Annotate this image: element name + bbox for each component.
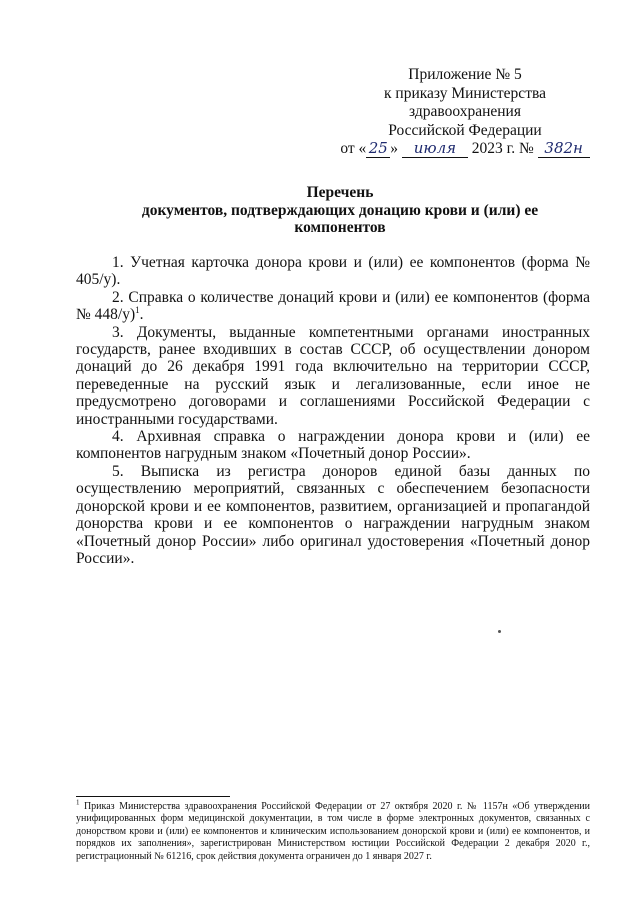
list-item-3: 3. Документы, выданные компетентными органами иностранных государств, ранее входивших в состав СССР, об осуществлении донором донаций до 26 декабря 1991 года включительно на территории СССР, переведенные на русский язык и легализованные, если иное не предусмотрено договорами и соглашениями Российской Федерации с иностранными государствами. — [76, 323, 590, 428]
appendix-ministry: здравоохранения — [409, 103, 521, 120]
title-line-1: Перечень — [306, 184, 374, 201]
footnote-divider — [76, 796, 230, 797]
list-item-2-text: 2. Справка о количестве донаций крови и (или) ее компонентов (форма № 448/у) — [76, 288, 590, 324]
appendix-country: Российской Федерации — [388, 121, 542, 139]
title-line-2: документов, подтверждающих донацию крови и (или) ее — [141, 201, 539, 219]
footnote-ref[interactable]: 1 — [135, 305, 140, 316]
order-date-line — [340, 140, 590, 159]
appendix-header — [340, 66, 590, 159]
order-year-label: 2023 г. № — [471, 140, 534, 157]
order-day-handwritten: 25 — [368, 139, 388, 157]
list-item-1: 1. Учетная карточка донора крови и (или) ее компонентов (форма № 405/у). — [76, 254, 590, 289]
appendix-number: Приложение № 5 — [408, 66, 522, 83]
document-list — [76, 254, 590, 567]
list-item-4: 4. Архивная справка о награждении донора крови и (или) ее компонентов нагрудным знаком «Почетный донор России». — [76, 428, 590, 463]
appendix-order-ref: к приказу Министерства — [384, 84, 546, 102]
order-number-handwritten: 382н — [544, 139, 583, 157]
list-item-2 — [76, 289, 590, 324]
order-month-handwritten: июля — [413, 139, 457, 157]
list-item-2-end: . — [139, 306, 144, 324]
order-from-label: от « — [340, 140, 367, 157]
scan-speck — [498, 630, 501, 633]
document-title — [90, 184, 590, 237]
list-item-5: 5. Выписка из регистра доноров единой базы данных по осуществлению мероприятий, связанных с обеспечением безопасности донорской крови и ее компонентов, развитием, организацией и пропагандой донорства крови и ее компонентов о награждении нагрудным знаком «Почетный донор России» либо оригинал удостоверения «Почетный донор России». — [76, 462, 590, 567]
order-month-field — [402, 140, 468, 158]
order-day-field — [366, 140, 390, 158]
footnote-marker: 1 — [76, 798, 80, 807]
title-line-3: компонентов — [294, 219, 386, 236]
footnote-text: Приказ Министерства здравоохранения Российской Федерации от 27 октября 2020 г. № 1157н «Об утверждении унифицированных форм медицинской документации, в том числе в форме электронных документов, связанных с донорством крови и (или) ее компонентов и клиническим использованием донорской крови и (или) ее компонентов, и порядков их заполнения», зарегистрирован Министерством юстиции Российской Федерации 2 декабря 2020 г., регистрационный № 61216, срок действия документа ограничен до 1 января 2027 г. — [76, 801, 590, 862]
order-quote-close: » — [390, 140, 399, 157]
footnote — [76, 798, 590, 863]
order-number-field — [538, 140, 590, 158]
